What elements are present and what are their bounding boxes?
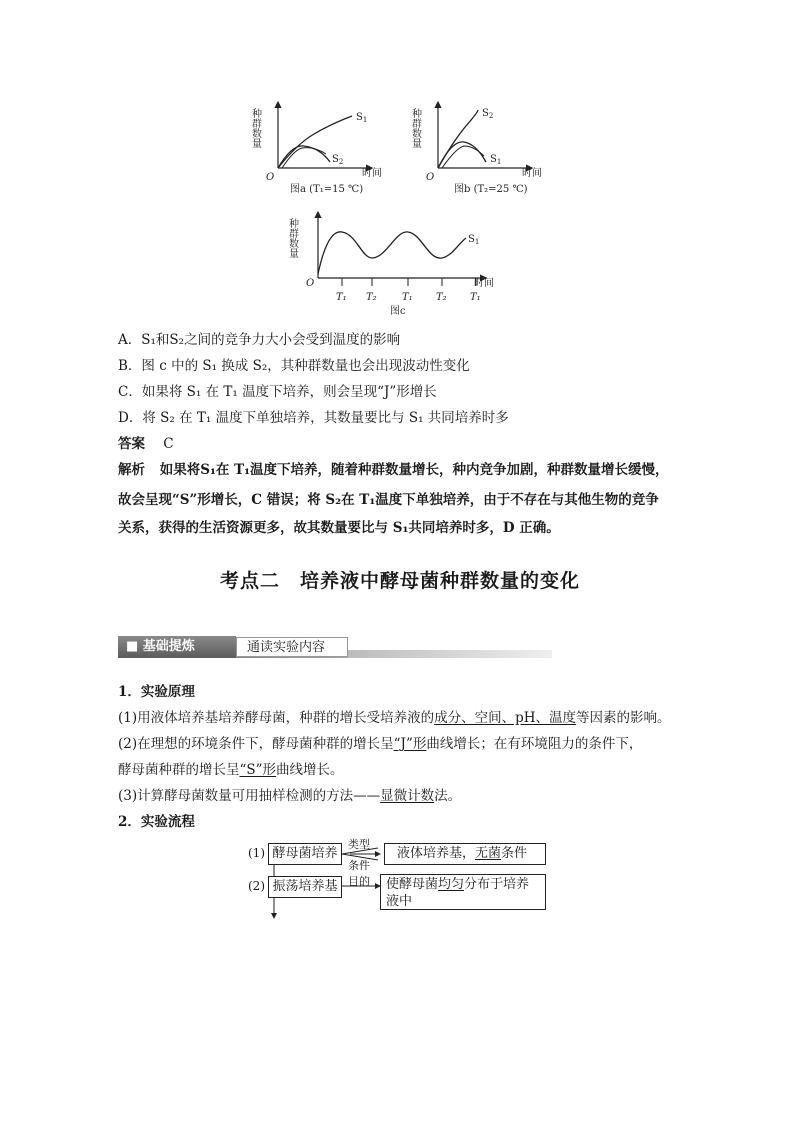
fig-c-tick-label: T₂ [366, 292, 377, 303]
option-c: C．如果将 S₁ 在 T₁ 温度下培养，则会呈现“J”形增长 [118, 384, 437, 400]
fig-c-curve-s1 [318, 232, 466, 274]
principle-2b-underline: “S”形 [239, 762, 277, 778]
step-1-label-type: 类型 [348, 838, 370, 851]
principle-3: (3)计算酵母菌数量可用抽样检测的方法——显微计数法。 [118, 788, 462, 804]
answer-label: 答案 [118, 436, 145, 452]
step-2-result: 使酵母菌均匀分布于培养 液中 [380, 874, 546, 910]
principle-2b: 酵母菌种群的增长呈“S”形曲线增长。 [118, 762, 344, 778]
process-flow [244, 836, 554, 926]
principle-1: (1)用液体培养基培养酵母菌，种群的增长受培养液的成分、空间、pH、温度等因素的影响。 [118, 710, 671, 726]
principle-3-underline: 显微计数 [380, 788, 435, 804]
section-banner [118, 636, 434, 658]
principle-1-underline: 成分、空间、pH、温度 [434, 710, 577, 726]
fig-b-ylabel: 种群数量 [409, 108, 421, 148]
answer [118, 432, 174, 452]
principle-2: (2)在理想的环境条件下，酵母菌种群的增长呈“J”形曲线增长；在有环境阻力的条件下， [118, 736, 643, 752]
fig-b-xlabel: 时间 [522, 168, 542, 179]
step-2-label-purpose: 目的 [348, 875, 370, 888]
step-1-label-condition: 条件 [348, 859, 370, 872]
option-a: A．S₁和S₂之间的竞争力大小会受到温度的影响 [118, 332, 401, 348]
banner-fade [348, 650, 552, 658]
fig-c-s1: $S_1$ [468, 234, 480, 246]
fig-a-ylabel: 种群数量 [249, 108, 261, 148]
figure-a [249, 96, 397, 196]
fig-a-curve-s3 [282, 148, 326, 168]
fig-c-tick-label: T₁ [336, 292, 347, 303]
fig-a-s2: $S_2$ [332, 154, 344, 166]
analysis-label: 解析 [118, 462, 145, 478]
analysis-line-3: 关系，获得的生活资源更多，故其数量要比与 S₁共同培养时多，D 正确。 [118, 520, 560, 536]
fig-a-xlabel: 时间 [362, 168, 382, 179]
principle-heading: 1．实验原理 [118, 684, 195, 700]
figure-b [409, 96, 562, 196]
fig-c-xlabel: 时间 [474, 278, 494, 289]
fig-c-caption: 图c [390, 306, 406, 317]
fig-c-ylabel: 种群数量 [286, 218, 298, 258]
fig-c-tick-label: T₂ [436, 292, 447, 303]
fig-b-curve-s2 [438, 110, 478, 168]
fig-c-tick-label: T₁ [470, 292, 481, 303]
analysis-line-2: 故会呈现“S”形增长，C 错误；将 S₂在 T₁温度下单独培养，由于不存在与其他生物的竞争 [118, 492, 659, 508]
fig-a-s1: $S_1$ [356, 112, 368, 124]
answer-value: C [163, 436, 174, 452]
analysis-text-1: 如果将S₁在 T₁温度下培养，随着种群数量增长，种内竞争加剧，种群数量增长缓慢， [159, 462, 669, 478]
fig-b-s1: $S_1$ [490, 154, 502, 166]
option-b: B．图 c 中的 S₁ 换成 S₂，其种群数量也会出现波动性变化 [118, 358, 470, 374]
figure-c [286, 206, 516, 318]
fig-b-origin: O [426, 172, 435, 183]
banner-left: ■ 基础提炼 [118, 636, 236, 658]
principle-2-underline: “J”形 [393, 736, 427, 752]
banner-right: 通读实验内容 [236, 637, 348, 657]
fig-c-origin: O [306, 278, 315, 289]
step-1-result: 液体培养基，无菌条件 [384, 843, 546, 865]
fig-a-origin: O [266, 172, 275, 183]
process-heading: 2．实验流程 [118, 814, 195, 830]
fig-c-tick-label: T₁ [402, 292, 413, 303]
step-2-number: (2) [248, 879, 265, 893]
option-d: D．将 S₂ 在 T₁ 温度下单独培养，其数量要比与 S₁ 共同培养时多 [118, 410, 509, 426]
step-1-result-underline: 无菌 [475, 846, 502, 861]
fig-a-curve-s2 [278, 146, 330, 168]
step-1-box: 酵母菌培养 [268, 843, 342, 865]
fig-a-caption: 图a (T₁=15 ℃) [290, 184, 364, 195]
fig-b-s2: $S_2$ [482, 108, 494, 120]
fig-b-caption: 图b (T₂=25 ℃) [454, 184, 528, 195]
step-1-number: (1) [248, 846, 265, 860]
section-title: 考点二 培养液中酵母菌种群数量的变化 [219, 570, 580, 592]
step-2-result-underline: 均匀 [438, 877, 465, 892]
step-2-box: 振荡培养基 [268, 876, 342, 898]
analysis-line-1 [118, 458, 669, 478]
